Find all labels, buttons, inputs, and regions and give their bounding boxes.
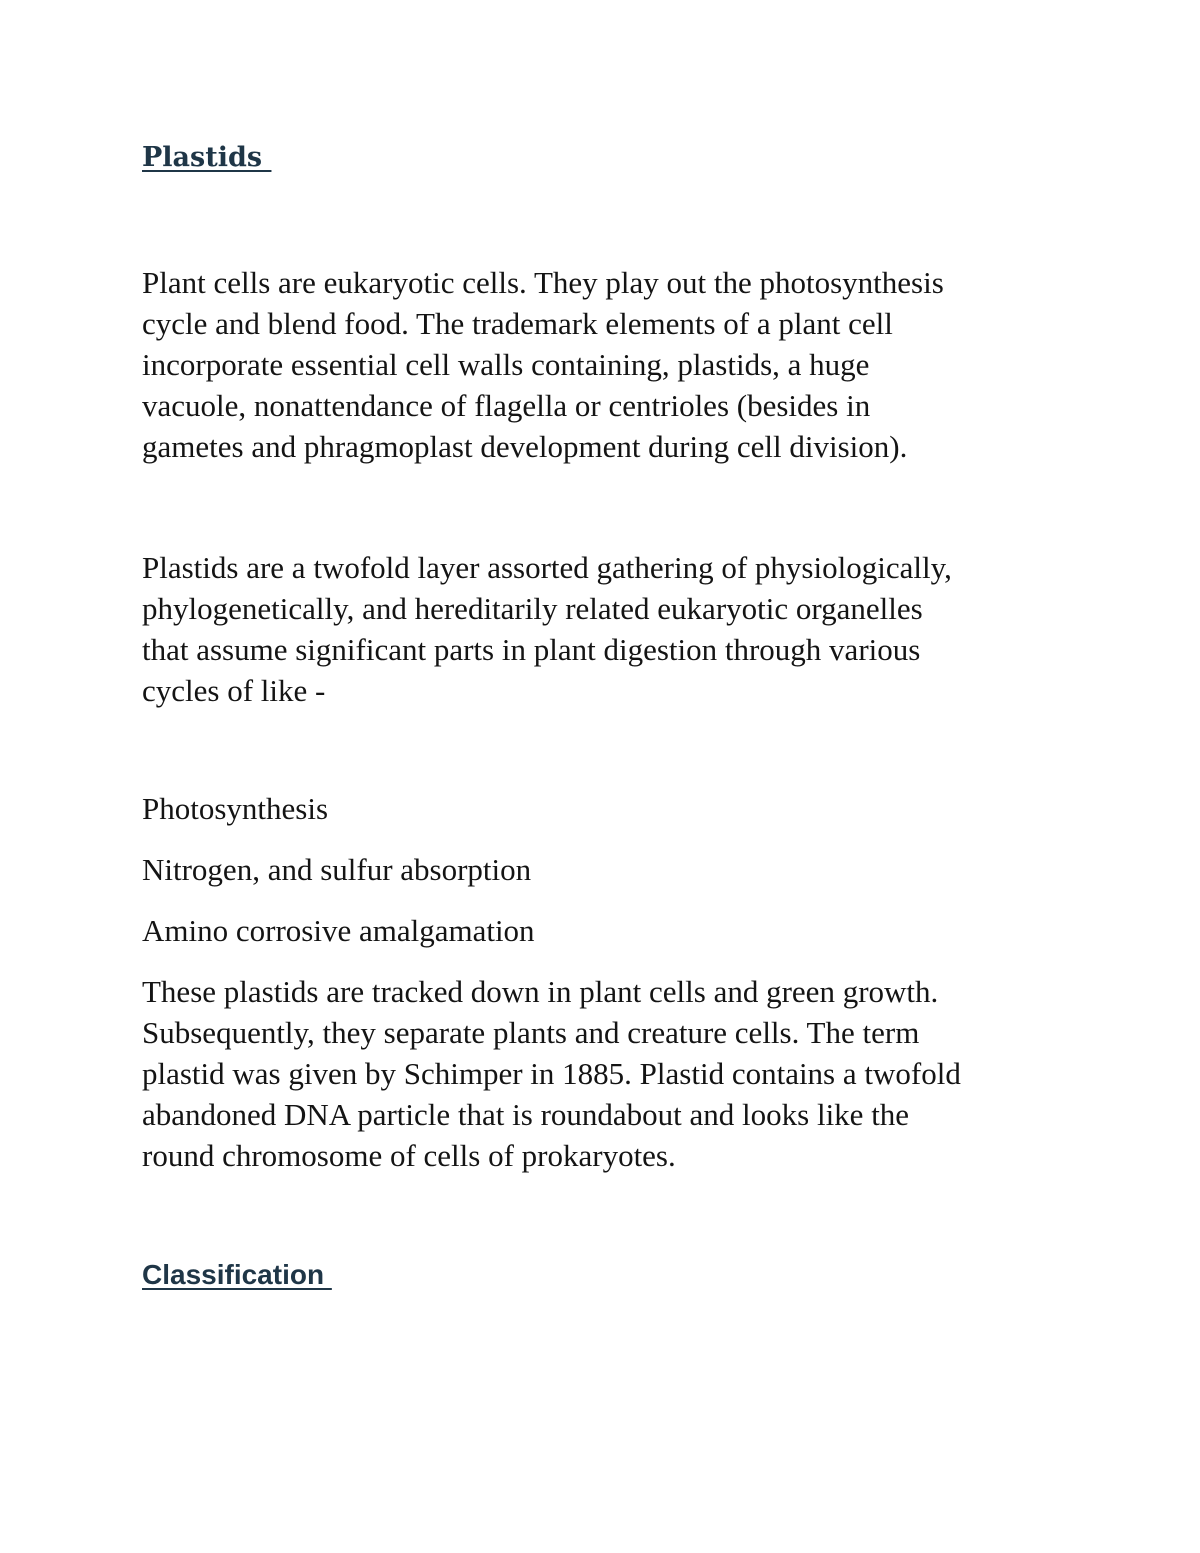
paragraph-plastids-definition	[142, 547, 952, 711]
paragraph-line: These plastids are tracked down in plant cells and green growth.	[142, 974, 939, 1009]
paragraph-line: that assume significant parts in plant digestion through various	[142, 632, 921, 667]
list-item-nitrogen-sulfur: Nitrogen, and sulfur absorption	[142, 852, 532, 887]
list-item-amino: Amino corrosive amalgamation	[142, 913, 535, 948]
document-title: Plastids	[142, 142, 272, 173]
list-item-photosynthesis: Photosynthesis	[142, 791, 329, 826]
paragraph-line: phylogenetically, and hereditarily related eukaryotic organelles	[142, 591, 923, 626]
paragraph-line: incorporate essential cell walls containing, plastids, a huge	[142, 347, 870, 382]
paragraph-line: Plant cells are eukaryotic cells. They play out the photosynthesis	[142, 265, 944, 300]
paragraph-line: gametes and phragmoplast development during cell division).	[142, 429, 908, 464]
paragraph-line: plastid was given by Schimper in 1885. Plastid contains a twofold	[142, 1056, 961, 1091]
paragraph-line: Subsequently, they separate plants and creature cells. The term	[142, 1015, 920, 1050]
paragraph-line: abandoned DNA particle that is roundabout and looks like the	[142, 1097, 910, 1132]
paragraph-plant-cells	[142, 262, 944, 467]
section-heading-classification: Classification	[142, 1259, 332, 1290]
paragraph-plastid-details	[142, 971, 961, 1176]
paragraph-line: cycle and blend food. The trademark elements of a plant cell	[142, 306, 893, 341]
paragraph-line: round chromosome of cells of prokaryotes.	[142, 1138, 676, 1173]
paragraph-line: cycles of like -	[142, 673, 326, 708]
paragraph-line: Plastids are a twofold layer assorted gathering of physiologically,	[142, 550, 952, 585]
paragraph-line: vacuole, nonattendance of flagella or centrioles (besides in	[142, 388, 871, 423]
